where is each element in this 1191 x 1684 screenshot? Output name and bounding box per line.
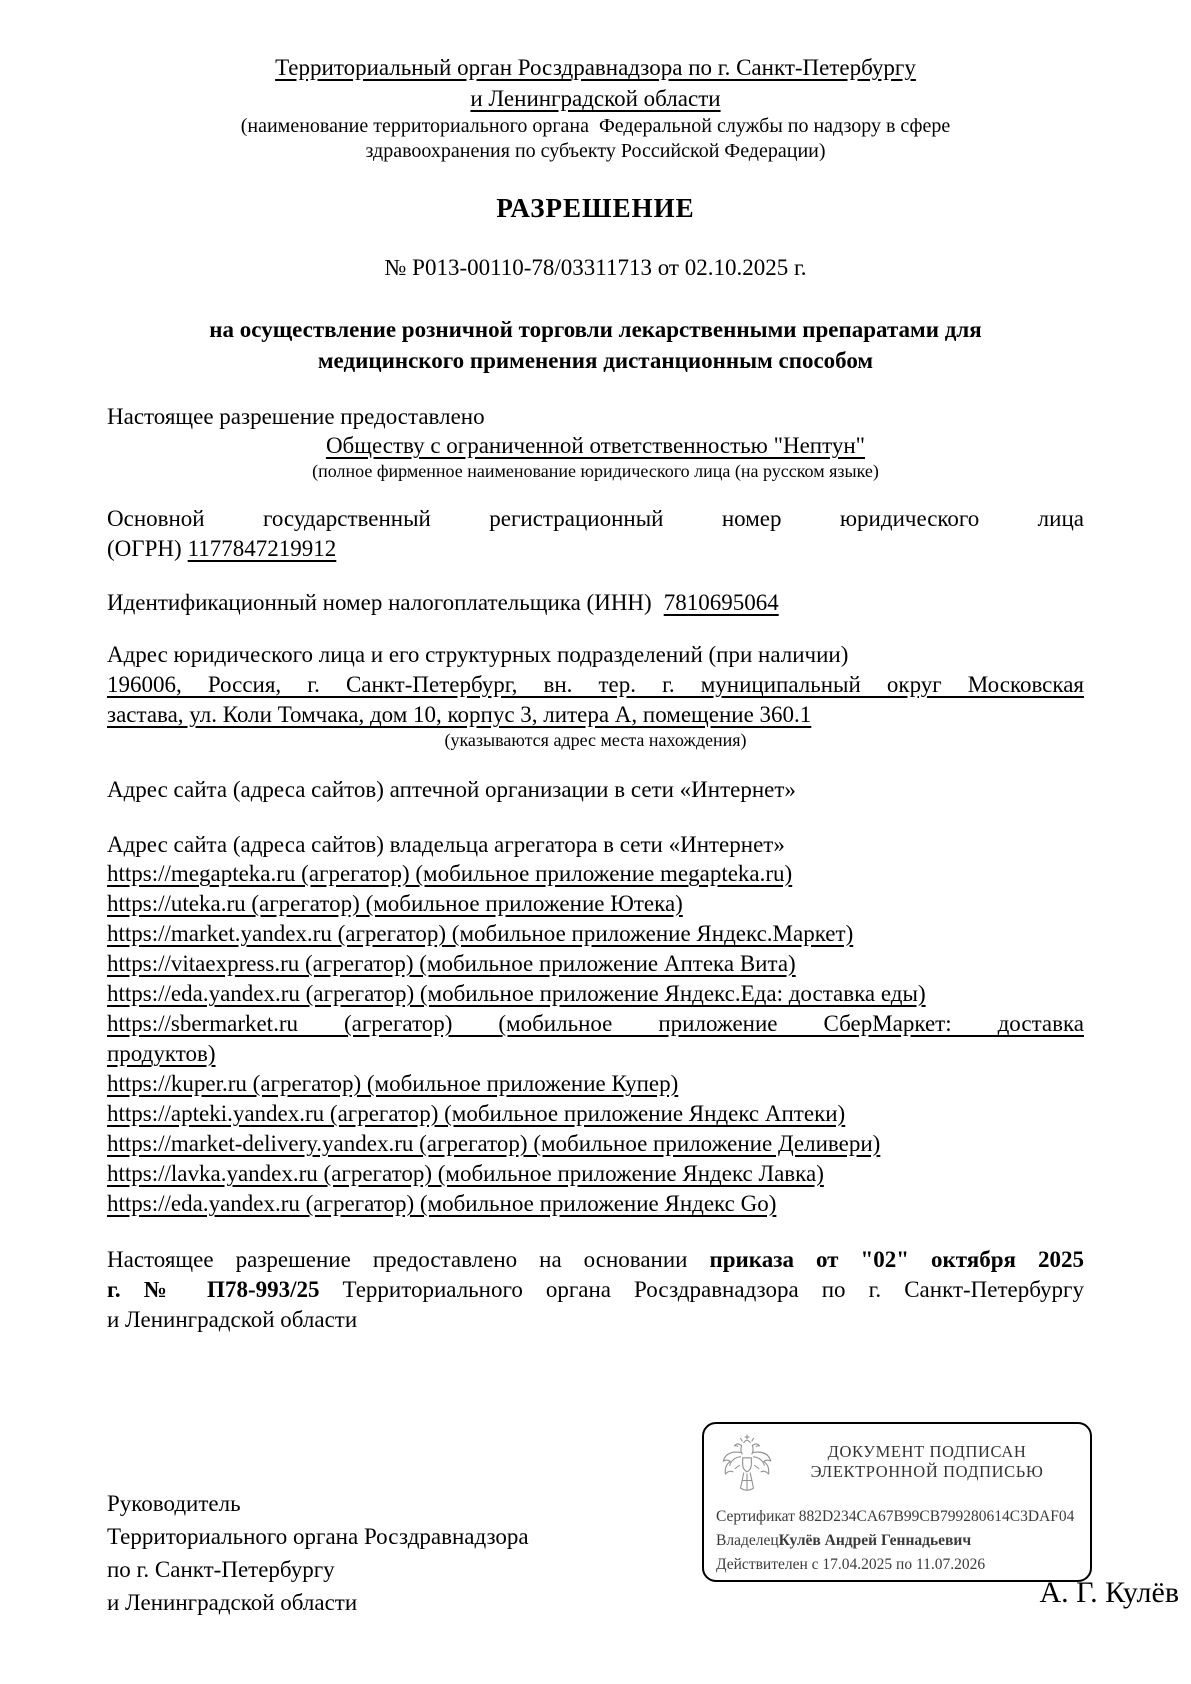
legal-address-label: Адрес юридического лица и его структурных подразделений (при наличии) [107,642,849,667]
aggregator-item: https://kuper.ru (агрегатор) (мобильное приложение Купер) [107,1071,679,1096]
legal-address-line1: 196006, Россия, г. Санкт-Петербург, вн. тер. г. муниципальный округ Московская [107,672,1084,697]
signatory-name: А. Г. Кулёв [1039,1576,1179,1609]
aggregator-item: https://eda.yandex.ru (агрегатор) (мобильное приложение Яндекс.Еда: доставка еды) [107,981,926,1006]
legal-address-block [107,640,1084,751]
basis-text-1: Настоящее разрешение предоставлено на основании [107,1247,710,1272]
aggregator-block [107,830,1084,1219]
legal-address-caption: (указываются адрес места нахождения) [444,730,747,750]
signatory-position-line: по г. Санкт-Петербургу [107,1557,335,1582]
authority-caption-line2: здравоохранения по субъекту Российской Федерации) [365,140,826,162]
certificate-line [716,1506,1078,1528]
inn-value: 7810695064 [663,590,779,615]
double-headed-eagle-icon [720,1434,776,1504]
subject-line2: медицинского применения дистанционным способом [317,348,874,373]
grant-intro: Настоящее разрешение предоставлено [107,404,485,429]
aggregator-list [107,859,1084,1219]
certificate-value: 882D234CA67B99CB799280614C3DAF04 [798,1508,1075,1525]
aggregator-item: https://eda.yandex.ru (агрегатор) (мобильное приложение Яндекс Go) [107,1191,777,1216]
ogrn-block [107,504,1084,564]
aggregator-item: https://market.yandex.ru (агрегатор) (мобильное приложение Яндекс.Маркет) [107,921,854,946]
stamp-title-line2: ЭЛЕКТРОННОЙ ПОДПИСЬЮ [810,1462,1044,1481]
document-number: № Р013-00110-78/03311713 от 02.10.2025 г. [384,255,807,280]
authority-caption-line1: (наименование территориального органа Федеральной службы по надзору в сфере [240,115,951,137]
basis-order-number: г. № П78-993/25 [107,1277,320,1302]
signatory-position-line: Руководитель [107,1491,241,1516]
basis-text-3: и Ленинградской области [107,1307,358,1332]
ogrn-value: 1177847219912 [187,536,337,561]
aggregator-item: https://apteki.yandex.ru (агрегатор) (мобильное приложение Яндекс Аптеки) [107,1101,846,1126]
authority-name-line1: Территориальный орган Росздравнадзора по г. Санкт-Петербургу [275,55,916,80]
validity-period: Действителен с 17.04.2025 по 11.07.2026 [716,1556,986,1573]
aggregator-item: https://market-delivery.yandex.ru (агрегатор) (мобильное приложение Деливери) [107,1131,881,1156]
pharmacy-site-label: Адрес сайта (адреса сайтов) аптечной организации в сети «Интернет» [107,777,796,802]
subject-line1: на осуществление розничной торговли лекарственными препаратами для [209,317,982,342]
stamp-title [776,1442,1078,1504]
aggregator-item: https://uteka.ru (агрегатор) (мобильное приложение Ютека) [107,891,683,916]
ogrn-label: Основной государственный регистрационный номер юридического лица [107,506,1084,531]
aggregator-item: продуктов) [107,1041,216,1066]
stamp-title-line1: ДОКУМЕНТ ПОДПИСАН [827,1442,1027,1461]
ogrn-label-short: (ОГРН) [107,536,182,561]
aggregator-item: https://megapteka.ru (агрегатор) (мобильное приложение megapteka.ru) [107,861,793,886]
aggregator-label: Адрес сайта (адреса сайтов) владельца агрегатора в сети «Интернет» [107,832,785,857]
inn-label: Идентификационный номер налогоплательщика (ИНН) [107,590,652,615]
grantee-company-name: Обществу с ограниченной ответственностью "Нептун" [325,433,866,458]
permit-subject [107,314,1084,376]
basis-paragraph [107,1245,1084,1335]
legal-address-line2: застава, ул. Коли Томчака, дом 10, корпус 3, литера А, помещение 360.1 [107,702,812,727]
grantee-caption: (полное фирменное наименование юридического лица (на русском языке) [312,461,879,481]
owner-name: Кулёв Андрей Геннадьевич [778,1532,972,1549]
owner-label: Владелец [716,1532,779,1549]
aggregator-item: https://sbermarket.ru (агрегатор) (мобильное приложение СберМаркет: доставка [107,1011,1084,1036]
certificate-label: Сертификат [716,1508,795,1525]
basis-order-date: приказа от "02" октября 2025 [709,1247,1084,1272]
document-title: РАЗРЕШЕНИЕ [496,193,695,223]
aggregator-item: https://vitaexpress.ru (агрегатор) (мобильное приложение Аптека Вита) [107,951,796,976]
signatory-position-line: и Ленинградской области [107,1590,358,1615]
signatory-position-line: Территориального органа Росздравнадзора [107,1524,529,1549]
authority-name-line2: и Ленинградской области [470,86,721,111]
owner-line [716,1530,1078,1552]
electronic-signature-stamp [702,1422,1092,1582]
inn-block [107,588,1084,617]
aggregator-item: https://lavka.yandex.ru (агрегатор) (мобильное приложение Яндекс Лавка) [107,1161,824,1186]
basis-text-2: Территориального органа Росздравнадзора по г. Санкт-Петербургу [319,1277,1084,1302]
signatory-position [107,1487,529,1619]
stamp-header [716,1434,1078,1504]
